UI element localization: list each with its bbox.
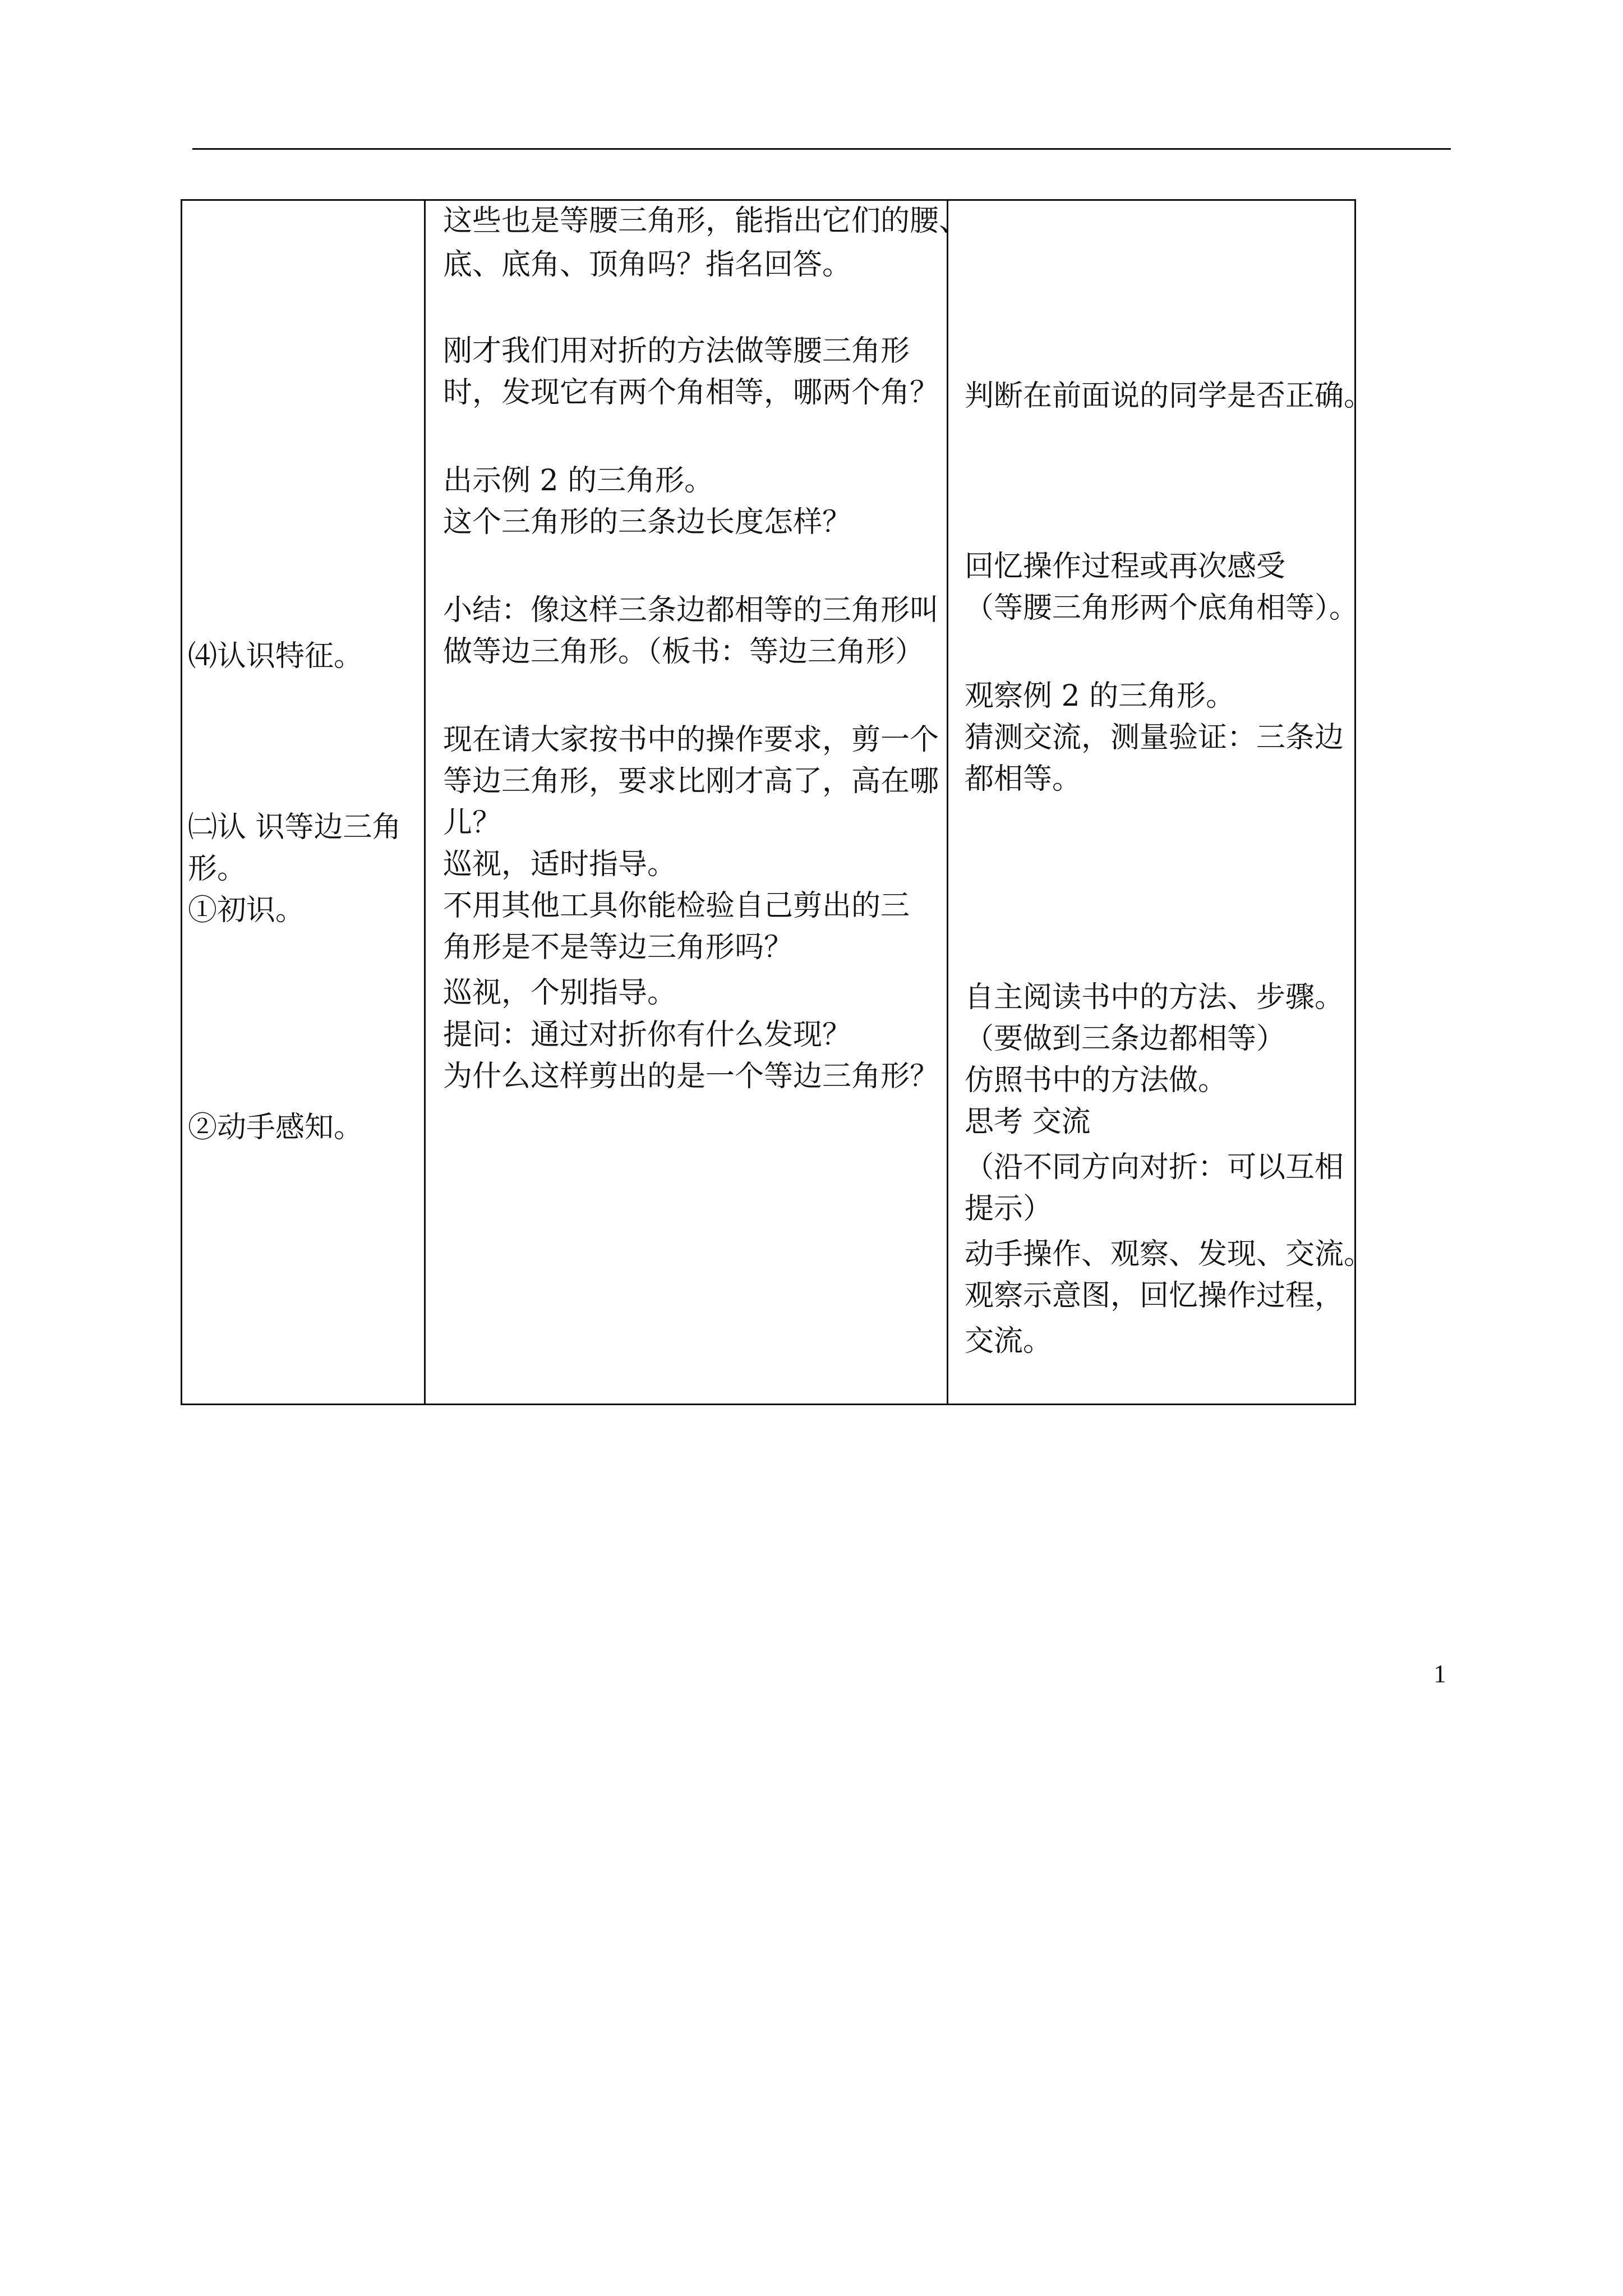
column-divider	[424, 201, 426, 1404]
student-text: 回忆操作过程或再次感受	[965, 550, 1286, 583]
student-text: （沿不同方向对折：可以互相	[965, 1151, 1344, 1184]
step-label: ②动手感知。	[188, 1111, 363, 1144]
teacher-text: 刚才我们用对折的方法做等腰三角形	[443, 334, 910, 368]
teacher-text: 角形是不是等边三角形吗？	[443, 931, 794, 964]
teacher-text: 底、底角、顶角吗？指名回答。	[443, 248, 852, 282]
student-text: 提示）	[965, 1192, 1053, 1226]
teacher-text: 时，发现它有两个角相等，哪两个角？	[443, 376, 939, 409]
student-text: 交流。	[965, 1324, 1053, 1358]
teacher-text: 巡视，个别指导。	[443, 976, 677, 1010]
page-number: 1	[1433, 1659, 1446, 1688]
step-label: 形。	[188, 852, 247, 886]
student-text: 仿照书中的方法做。	[965, 1064, 1228, 1097]
student-text: （要做到三条边都相等）	[965, 1022, 1286, 1056]
teacher-text: 为什么这样剪出的是一个等边三角形？	[443, 1060, 939, 1093]
student-text: 都相等。	[965, 762, 1082, 796]
teacher-text: 现在请大家按书中的操作要求，剪一个	[443, 723, 939, 757]
step-label: ①初识。	[188, 894, 305, 927]
teacher-text: 做等边三角形。（板书：等边三角形）	[443, 635, 925, 669]
student-text: 自主阅读书中的方法、步骤。	[965, 981, 1344, 1014]
student-text: 观察示意图，回忆操作过程，	[965, 1279, 1344, 1313]
teacher-text: 提问：通过对折你有什么发现？	[443, 1018, 852, 1052]
teacher-text: 不用其他工具你能检验自己剪出的三	[443, 889, 910, 923]
column-divider	[947, 201, 948, 1404]
student-text: 猜测交流，测量验证：三条边	[965, 721, 1344, 754]
student-text: （等腰三角形两个底角相等）。	[965, 591, 1359, 625]
student-text: 判断在前面说的同学是否正确。	[965, 379, 1373, 413]
teacher-text: 这个三角形的三条边长度怎样？	[443, 505, 852, 539]
step-label: ⑷认识特征。	[188, 639, 363, 673]
teacher-text: 等边三角形，要求比刚才高了，高在哪	[443, 765, 939, 798]
student-text: 动手操作、观察、发现、交流。	[965, 1237, 1373, 1271]
teacher-text: 这些也是等腰三角形，能指出它们的腰、	[443, 204, 969, 238]
teacher-text: 巡视，适时指导。	[443, 848, 677, 881]
student-text: 观察例 2 的三角形。	[965, 679, 1235, 713]
step-label: ㈡认 识等边三角	[188, 811, 402, 844]
lesson-table	[181, 199, 1373, 1405]
teacher-text: 儿？	[443, 806, 502, 840]
header-rule	[192, 148, 1451, 150]
teacher-text: 小结：像这样三条边都相等的三角形叫	[443, 593, 939, 627]
student-text: 思考 交流	[965, 1105, 1091, 1139]
teacher-text: 出示例 2 的三角形。	[443, 464, 714, 498]
